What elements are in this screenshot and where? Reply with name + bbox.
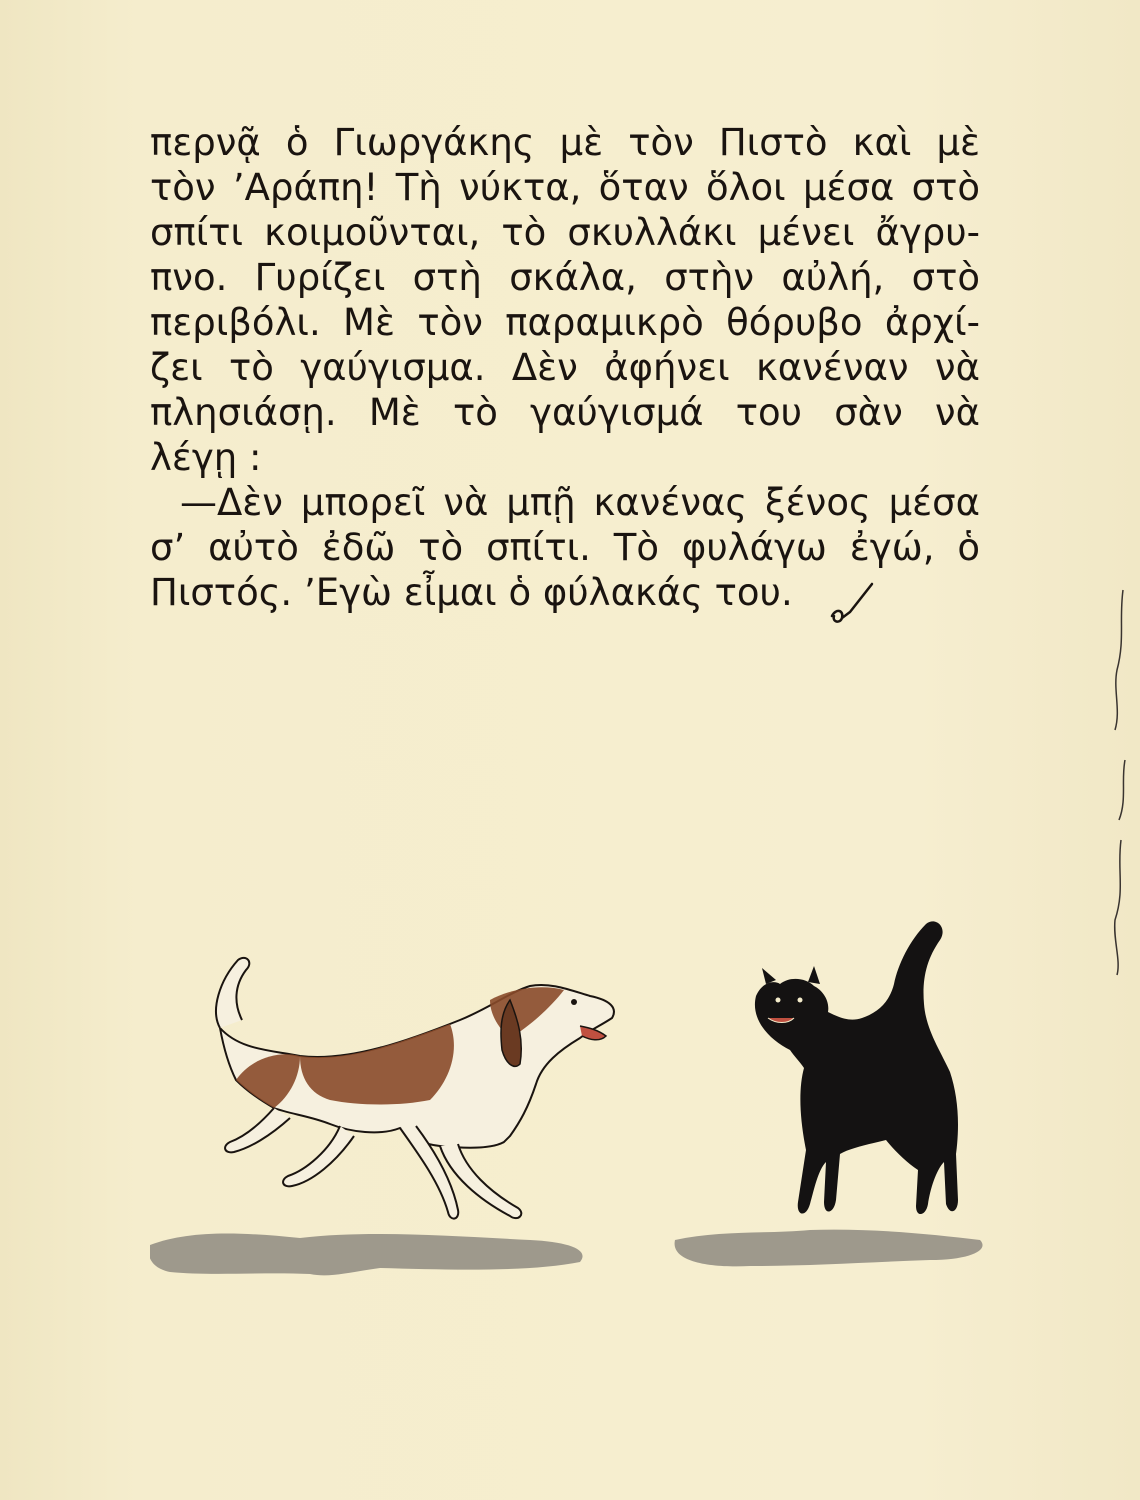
text-line-1: περνᾷ ὁ Γιωργάκης μὲ τὸν Πιστὸ καὶ μὲ xyxy=(150,121,980,164)
page-text xyxy=(150,120,980,615)
text-line-5: περιβόλι. Μὲ τὸν παραμικρὸ θόρυβο ἀρχί- xyxy=(150,301,980,344)
dog-shadow xyxy=(150,1234,583,1276)
text-line-6: ζει τὸ γαύγισμα. Δὲν ἀφήνει κανέναν νὰ xyxy=(150,346,980,389)
text-line-4: πνο. Γυρίζει στὴ σκάλα, στὴν αὐλή, στὸ xyxy=(150,256,980,299)
dog-illustration xyxy=(216,958,614,1219)
text-line-3: σπίτι κοιμοῦνται, τὸ σκυλλάκι μένει ἄγρυ- xyxy=(150,211,980,254)
text-line-9: —Δὲν μπορεῖ νὰ μπῇ κανένας ξένος μέσα xyxy=(180,481,980,524)
text-line-10: σ’ αὐτὸ ἐδῶ τὸ σπίτι. Τὸ φυλάγω ἐγώ, ὁ xyxy=(150,526,980,569)
cat-shadow xyxy=(675,1230,983,1267)
text-line-7: πλησιάσῃ. Μὲ τὸ γαύγισμά του σὰν νὰ xyxy=(150,391,980,434)
text-line-2: τὸν ’Αράπη! Τὴ νύκτα, ὅταν ὅλοι μέσα στὸ xyxy=(150,166,980,209)
dog-and-cat-illustration xyxy=(150,900,990,1300)
text-line-11: Πιστός. ’Εγὼ εἶμαι ὁ φύλακάς του. xyxy=(150,571,793,614)
text-line-8: λέγῃ : xyxy=(150,436,262,479)
cat-illustration xyxy=(755,921,958,1214)
handwritten-margin-note xyxy=(1105,580,1135,980)
check-mark-icon xyxy=(828,578,878,628)
